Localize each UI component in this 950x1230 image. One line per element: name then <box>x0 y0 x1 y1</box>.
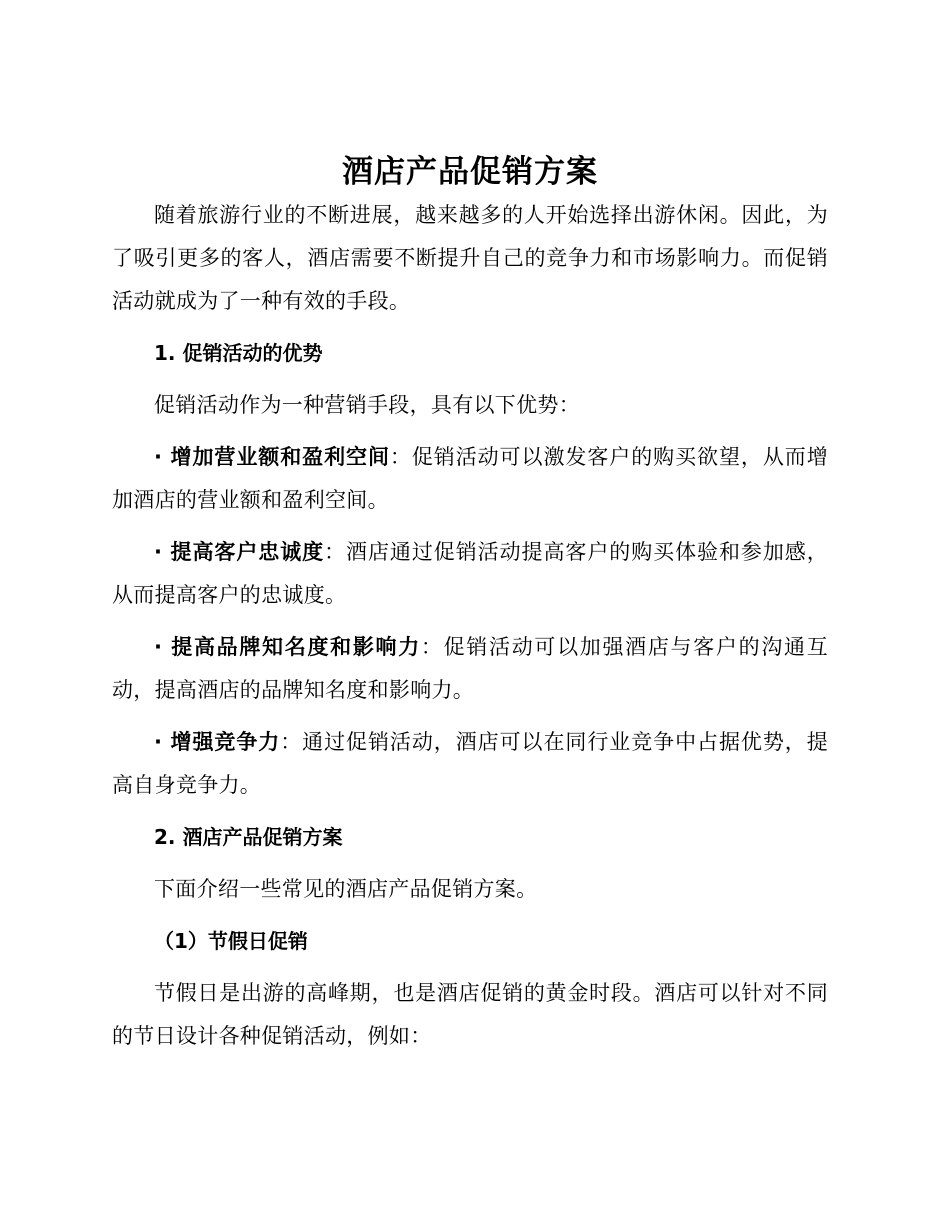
subsection-1-paragraph: 节假日是出游的高峰期，也是酒店促销的黄金时段。酒店可以针对不同的节日设计各种促销活动，例如： <box>112 981 828 1048</box>
bullet-term: · 提高客户忠诚度 <box>154 540 325 564</box>
bullet-item <box>112 721 828 807</box>
section-1-heading: 1. 促销活动的优势 <box>154 341 323 365</box>
section-2-heading: 2. 酒店产品促销方案 <box>154 825 343 849</box>
spacer <box>112 859 828 868</box>
spacer <box>112 427 828 436</box>
spacer <box>112 522 828 531</box>
spacer <box>112 712 828 721</box>
bullet-term: · 增强竞争力 <box>154 730 281 754</box>
bullet-text: ：促销活动可以激发客户的购买欲望，从而增加酒店的营业额和盈利空间。 <box>112 445 829 512</box>
document-page <box>112 150 828 1058</box>
document-title: 酒店产品促销方案 <box>342 154 598 190</box>
bullet-term: · 提高品牌知名度和影响力 <box>154 635 421 659</box>
spacer <box>112 323 828 332</box>
bullet-term: · 增加营业额和盈利空间 <box>154 445 390 469</box>
spacer <box>112 963 828 972</box>
bullet-text: ：酒店通过促销活动提高客户的购买体验和参加感，从而提高客户的忠诚度。 <box>112 540 828 607</box>
bullet-text: ：促销活动可以加强酒店与客户的沟通互动，提高酒店的品牌知名度和影响力。 <box>112 635 829 702</box>
bullet-text: ：通过促销活动，酒店可以在同行业竞争中占据优势，提高自身竞争力。 <box>112 730 829 797</box>
spacer <box>112 911 828 920</box>
bullet-item <box>112 626 828 712</box>
bullet-item <box>112 436 828 522</box>
section-1-lead: 促销活动作为一种营销手段，具有以下优势： <box>154 393 580 417</box>
spacer <box>112 375 828 384</box>
bullet-item <box>112 531 828 617</box>
section-2-lead: 下面介绍一些常见的酒店产品促销方案。 <box>154 877 538 901</box>
intro-paragraph: 随着旅游行业的不断进展，越来越多的人开始选择出游休闲。因此，为了吸引更多的客人，酒店需要不断提升自己的竞争力和市场影响力。而促销活动就成为了一种有效的手段。 <box>112 203 828 313</box>
spacer <box>112 617 828 626</box>
subsection-1-heading: （1）节假日促销 <box>154 929 308 953</box>
spacer <box>112 807 828 816</box>
